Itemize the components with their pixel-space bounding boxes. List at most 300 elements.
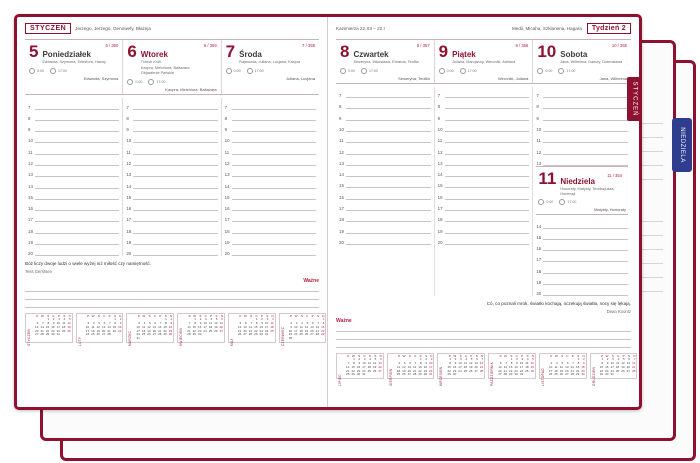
hour-row[interactable] xyxy=(28,132,119,143)
mini-calendar-day[interactable]: 3 xyxy=(459,357,462,362)
mini-calendar-day[interactable]: 2 xyxy=(454,357,457,362)
mini-calendar-day[interactable]: 23 xyxy=(356,368,361,373)
hour-write-line[interactable] xyxy=(543,231,628,240)
mini-calendar-day[interactable]: 18 xyxy=(299,328,303,333)
mini-calendar-day[interactable]: 14 xyxy=(479,361,484,366)
mini-calendar-day[interactable]: 28 xyxy=(315,332,320,337)
mini-calendar-day[interactable]: 2 xyxy=(119,317,122,322)
hour-write-line[interactable] xyxy=(543,253,628,262)
mini-calendar-day[interactable]: 30 xyxy=(198,332,202,337)
right-important-notes[interactable] xyxy=(336,318,631,348)
mini-calendar-day[interactable]: 22 xyxy=(599,368,604,373)
mini-calendar-day[interactable]: 18 xyxy=(62,324,66,329)
hour-row[interactable] xyxy=(339,211,431,222)
mini-calendar-day[interactable]: 6 xyxy=(103,321,106,326)
mini-calendar-day[interactable]: 3 xyxy=(205,317,207,322)
mini-calendar-day[interactable]: 30 xyxy=(423,372,428,377)
mini-calendar-day[interactable]: 28 xyxy=(570,372,574,377)
mini-calendar-day[interactable]: 12 xyxy=(621,361,625,366)
mini-calendar-day[interactable]: 2 xyxy=(358,357,361,362)
mini-calendar-day[interactable]: 22 xyxy=(351,368,355,373)
hour-row[interactable] xyxy=(126,234,217,245)
mini-calendar-day[interactable]: 28 xyxy=(40,332,44,337)
mini-calendar-day[interactable]: 6 xyxy=(476,357,478,362)
mini-calendar-day[interactable]: 4 xyxy=(92,321,95,326)
mini-calendar-day[interactable]: 17 xyxy=(294,328,298,333)
mini-calendar-day[interactable]: 23 xyxy=(168,328,173,333)
hour-row[interactable] xyxy=(126,155,217,166)
mini-calendar-day[interactable]: 30 xyxy=(452,372,457,377)
hour-row[interactable] xyxy=(28,110,119,121)
mini-calendar-day[interactable]: 22 xyxy=(418,368,422,373)
mini-calendar-day[interactable]: 21 xyxy=(158,328,162,333)
mini-calendar-day[interactable]: 19 xyxy=(621,364,625,369)
mini-calendar-day[interactable]: 30 xyxy=(51,332,55,337)
mini-calendar-day[interactable]: 6 xyxy=(245,321,247,326)
mini-calendar-day[interactable]: 7 xyxy=(188,321,191,326)
day-header-friday[interactable] xyxy=(434,40,533,83)
mini-calendar-day[interactable]: 12 xyxy=(402,364,406,369)
mini-calendar-day[interactable]: 29 xyxy=(509,372,513,377)
mini-calendar-day[interactable]: 28 xyxy=(107,332,111,337)
hour-write-line[interactable] xyxy=(232,202,316,211)
mini-calendar-day[interactable]: 16 xyxy=(423,364,428,369)
day-header-saturday[interactable] xyxy=(532,40,631,83)
hour-row[interactable] xyxy=(225,245,316,256)
mini-calendar-day[interactable]: 14 xyxy=(187,324,191,329)
hour-row[interactable] xyxy=(126,211,217,222)
mini-calendar-day[interactable]: 8 xyxy=(420,361,422,366)
hour-row[interactable] xyxy=(339,234,431,245)
mini-calendar-day[interactable]: 4 xyxy=(301,321,303,326)
hour-row[interactable] xyxy=(536,132,628,143)
mini-calendar-day[interactable]: 21 xyxy=(40,328,44,333)
mini-calendar-day[interactable]: 29 xyxy=(254,332,258,337)
mini-calendar-day[interactable]: 12 xyxy=(96,324,100,329)
hour-write-line[interactable] xyxy=(133,157,217,166)
hour-row[interactable] xyxy=(28,155,119,166)
hour-write-line[interactable] xyxy=(543,123,628,132)
mini-calendar-day[interactable]: 21 xyxy=(248,328,253,333)
mini-calendar-day[interactable]: 10 xyxy=(519,361,524,366)
mini-calendar-day[interactable]: 12 xyxy=(147,324,151,329)
hour-write-line[interactable] xyxy=(445,112,530,121)
mini-calendar-day[interactable]: 6 xyxy=(566,361,569,366)
mini-calendar-day[interactable]: 12 xyxy=(304,324,309,329)
mini-calendar-day[interactable]: 1 xyxy=(322,317,325,322)
hour-row[interactable] xyxy=(126,166,217,177)
mini-calendar-day[interactable]: 16 xyxy=(581,364,585,369)
hour-row[interactable] xyxy=(126,189,217,200)
mini-calendar-day[interactable]: 31 xyxy=(362,372,366,377)
hour-row[interactable] xyxy=(339,188,431,199)
mini-calendar-day[interactable]: 7 xyxy=(42,321,44,326)
mini-calendar-day[interactable]: 9 xyxy=(119,321,122,326)
hour-write-line[interactable] xyxy=(35,101,119,110)
hour-write-line[interactable] xyxy=(232,236,316,245)
hour-row[interactable] xyxy=(225,98,316,109)
mini-calendar-day[interactable]: 22 xyxy=(192,328,196,333)
hour-row[interactable] xyxy=(438,132,530,143)
mini-calendar-day[interactable]: 7 xyxy=(481,357,484,362)
mini-calendar-day[interactable]: 13 xyxy=(152,324,157,329)
mini-calendar-day[interactable]: 31 xyxy=(429,372,433,377)
hour-row[interactable] xyxy=(225,200,316,211)
mini-calendar-day[interactable]: 20 xyxy=(219,324,223,329)
mini-calendar-day[interactable]: 12 xyxy=(373,361,377,366)
mini-calendar-day[interactable]: 14 xyxy=(248,324,253,329)
mini-calendar-day[interactable]: 29 xyxy=(192,332,196,337)
hour-row[interactable] xyxy=(536,285,628,296)
mini-calendar-day[interactable]: 10 xyxy=(362,361,366,366)
hour-write-line[interactable] xyxy=(346,168,431,177)
mini-calendar-day[interactable]: 19 xyxy=(214,324,218,329)
mini-calendar-day[interactable]: 11 xyxy=(616,361,620,366)
mini-calendar-day[interactable]: 8 xyxy=(255,321,258,326)
mini-calendar-day[interactable]: 4 xyxy=(272,317,274,322)
mini-calendar-day[interactable]: 15 xyxy=(163,324,167,329)
mini-calendar-day[interactable]: 8 xyxy=(601,361,604,366)
mini-calendar-day[interactable]: 23 xyxy=(259,328,263,333)
hour-row[interactable] xyxy=(126,222,217,233)
right-hour-grid[interactable] xyxy=(336,87,631,297)
hour-row[interactable] xyxy=(438,222,530,233)
hour-write-line[interactable] xyxy=(445,213,530,222)
mini-calendar-day[interactable]: 27 xyxy=(310,332,314,337)
mini-calendar-day[interactable]: 5 xyxy=(622,357,625,362)
day-tab-niedziela[interactable] xyxy=(672,118,692,172)
mini-calendar-day[interactable]: 10 xyxy=(548,364,553,369)
mini-calendar-day[interactable]: 12 xyxy=(469,361,473,366)
mini-calendar-day[interactable]: 25 xyxy=(62,328,66,333)
mini-calendar-day[interactable]: 17 xyxy=(203,324,207,329)
mini-calendar-day[interactable]: 6 xyxy=(221,317,223,322)
mini-calendar-day[interactable]: 3 xyxy=(430,357,433,362)
mini-calendar-day[interactable]: 21 xyxy=(346,368,350,373)
mini-calendar-day[interactable]: 27 xyxy=(626,368,631,373)
hour-row[interactable] xyxy=(438,200,530,211)
mini-calendar-day[interactable]: 14 xyxy=(315,324,320,329)
mini-calendar-day[interactable]: 23 xyxy=(581,368,585,373)
hour-write-line[interactable] xyxy=(133,146,217,155)
mini-calendar-day[interactable]: 5 xyxy=(561,361,564,366)
mini-calendar-day[interactable]: 22 xyxy=(163,328,167,333)
mini-calendar-day[interactable]: 18 xyxy=(463,364,468,369)
mini-calendar-day[interactable]: 1 xyxy=(353,357,355,362)
hour-write-line[interactable] xyxy=(232,146,316,155)
hour-write-line[interactable] xyxy=(346,134,431,143)
mini-calendar-day[interactable]: 19 xyxy=(96,328,100,333)
mini-calendar-day[interactable]: 5 xyxy=(532,357,534,362)
hour-write-line[interactable] xyxy=(35,134,119,143)
mini-calendar-day[interactable]: 30 xyxy=(581,372,585,377)
mini-calendar-day[interactable]: 18 xyxy=(141,328,146,333)
hour-row[interactable] xyxy=(536,229,628,240)
hour-write-line[interactable] xyxy=(346,225,431,234)
mini-calendar-day[interactable]: 28 xyxy=(503,372,507,377)
hour-row[interactable] xyxy=(28,234,119,245)
hour-write-line[interactable] xyxy=(346,157,431,166)
hour-row[interactable] xyxy=(28,98,119,109)
mini-calendar-day[interactable]: 6 xyxy=(311,321,314,326)
hour-row[interactable] xyxy=(126,177,217,188)
hour-row[interactable] xyxy=(225,155,316,166)
mini-calendar-day[interactable]: 18 xyxy=(525,364,529,369)
hour-write-line[interactable] xyxy=(35,225,119,234)
mini-calendar[interactable] xyxy=(437,353,485,386)
mini-calendar-day[interactable]: 25 xyxy=(396,372,401,377)
mini-calendar-day[interactable]: 13 xyxy=(498,364,502,369)
mini-calendar-day[interactable]: 27 xyxy=(219,328,223,333)
mini-calendar-day[interactable]: 26 xyxy=(304,332,309,337)
mini-calendar[interactable] xyxy=(25,313,73,346)
hour-row[interactable] xyxy=(126,98,217,109)
mini-calendar-day[interactable]: 3 xyxy=(295,321,298,326)
mini-calendar-day[interactable]: 22 xyxy=(45,328,50,333)
mini-calendar-day[interactable]: 20 xyxy=(474,364,478,369)
mini-calendar-day[interactable]: 23 xyxy=(51,328,55,333)
mini-calendar-day[interactable]: 10 xyxy=(429,361,433,366)
hour-row[interactable] xyxy=(225,211,316,222)
hour-row[interactable] xyxy=(438,211,530,222)
hour-row[interactable] xyxy=(438,143,530,154)
mini-calendar-day[interactable]: 25 xyxy=(463,368,468,373)
left-important-notes[interactable] xyxy=(25,278,319,308)
mini-calendar-day[interactable]: 17 xyxy=(519,364,524,369)
mini-calendar-day[interactable]: 3 xyxy=(550,361,553,366)
mini-calendar-day[interactable]: 24 xyxy=(519,368,524,373)
mini-calendar[interactable] xyxy=(177,313,225,346)
hour-write-line[interactable] xyxy=(232,225,316,234)
hour-write-line[interactable] xyxy=(346,123,431,132)
mini-calendar-day[interactable]: 17 xyxy=(85,328,90,333)
mini-calendar-day[interactable]: 24 xyxy=(85,332,90,337)
mini-calendar-day[interactable]: 15 xyxy=(418,364,422,369)
mini-calendar-day[interactable]: 1 xyxy=(194,317,196,322)
hour-row[interactable] xyxy=(225,166,316,177)
mini-calendar[interactable] xyxy=(488,353,536,386)
hour-write-line[interactable] xyxy=(232,123,316,132)
hour-write-line[interactable] xyxy=(133,191,217,200)
mini-calendar-day[interactable]: 23 xyxy=(514,368,518,373)
mini-calendar-day[interactable]: 11 xyxy=(299,324,303,329)
mini-calendar-day[interactable]: 10 xyxy=(136,324,140,329)
mini-calendar-day[interactable]: 2 xyxy=(583,357,585,362)
mini-calendar-day[interactable]: 23 xyxy=(198,328,202,333)
mini-calendar-day[interactable]: 8 xyxy=(449,361,451,366)
mini-calendar-day[interactable]: 19 xyxy=(469,364,473,369)
mini-calendar-day[interactable]: 30 xyxy=(288,336,293,341)
hour-write-line[interactable] xyxy=(35,123,119,132)
mini-calendar-day[interactable]: 25 xyxy=(525,368,529,373)
mini-calendar-day[interactable]: 12 xyxy=(214,321,218,326)
mini-calendar-day[interactable]: 6 xyxy=(154,321,157,326)
mini-calendar-day[interactable]: 23 xyxy=(605,368,609,373)
hour-row[interactable] xyxy=(225,177,316,188)
mini-calendar-day[interactable]: 26 xyxy=(96,332,100,337)
mini-calendar-day[interactable]: 10 xyxy=(294,324,298,329)
mini-calendar-day[interactable]: 11 xyxy=(142,324,146,329)
mini-calendar-day[interactable]: 26 xyxy=(621,368,625,373)
mini-calendar-day[interactable]: 1 xyxy=(449,357,451,362)
mini-calendar-day[interactable]: 4 xyxy=(526,357,529,362)
mini-calendar-day[interactable]: 15 xyxy=(192,324,196,329)
hour-write-line[interactable] xyxy=(543,157,628,166)
hour-write-line[interactable] xyxy=(346,100,431,109)
hour-write-line[interactable] xyxy=(133,123,217,132)
mini-calendar-day[interactable]: 11 xyxy=(397,364,401,369)
mini-calendar-day[interactable]: 7 xyxy=(109,321,111,326)
mini-calendar-day[interactable]: 24 xyxy=(294,332,298,337)
mini-calendar-day[interactable]: 22 xyxy=(509,368,513,373)
mini-calendar-day[interactable]: 8 xyxy=(114,321,117,326)
hour-row[interactable] xyxy=(28,177,119,188)
mini-calendar-day[interactable]: 10 xyxy=(264,321,269,326)
mini-calendar-day[interactable]: 26 xyxy=(559,372,564,377)
mini-calendar-day[interactable]: 5 xyxy=(306,321,309,326)
mini-calendar-day[interactable]: 20 xyxy=(407,368,411,373)
mini-calendar-day[interactable]: 15 xyxy=(45,324,50,329)
mini-calendar-day[interactable]: 24 xyxy=(610,368,614,373)
hour-write-line[interactable] xyxy=(346,112,431,121)
mini-calendar-day[interactable]: 17 xyxy=(264,324,269,329)
hour-row[interactable] xyxy=(339,87,431,98)
mini-calendar-day[interactable]: 21 xyxy=(570,368,574,373)
hour-row[interactable] xyxy=(126,143,217,154)
mini-calendar-day[interactable]: 15 xyxy=(599,364,604,369)
mini-calendar-day[interactable]: 17 xyxy=(548,368,553,373)
mini-calendar-day[interactable]: 24 xyxy=(548,372,553,377)
mini-calendar-day[interactable]: 19 xyxy=(147,328,151,333)
hour-write-line[interactable] xyxy=(346,89,431,98)
mini-calendar-day[interactable]: 5 xyxy=(239,321,242,326)
hour-row[interactable] xyxy=(28,211,119,222)
mini-calendar-day[interactable]: 16 xyxy=(288,328,293,333)
mini-calendar-day[interactable]: 23 xyxy=(452,368,457,373)
mini-calendar-day[interactable]: 31 xyxy=(56,332,60,337)
mini-calendar-day[interactable]: 8 xyxy=(577,361,580,366)
mini-calendar-day[interactable]: 14 xyxy=(412,364,417,369)
hour-write-line[interactable] xyxy=(133,236,217,245)
mini-calendar-day[interactable]: 4 xyxy=(556,361,558,366)
mini-calendar-day[interactable]: 3 xyxy=(521,357,524,362)
hour-write-line[interactable] xyxy=(346,179,431,188)
hour-row[interactable] xyxy=(438,234,530,245)
hour-write-line[interactable] xyxy=(543,265,628,274)
mini-calendar-day[interactable]: 2 xyxy=(606,357,609,362)
mini-calendar-day[interactable]: 16 xyxy=(51,324,55,329)
mini-calendar-day[interactable]: 17 xyxy=(56,324,60,329)
mini-calendar-day[interactable]: 8 xyxy=(165,321,167,326)
mini-calendar-day[interactable]: 27 xyxy=(498,372,502,377)
mini-calendar-day[interactable]: 5 xyxy=(215,317,218,322)
mini-calendar-day[interactable]: 15 xyxy=(112,324,117,329)
mini-calendar-day[interactable]: 19 xyxy=(373,364,377,369)
mini-calendar-day[interactable]: 8 xyxy=(194,321,196,326)
hour-row[interactable] xyxy=(126,110,217,121)
mini-calendar-day[interactable]: 13 xyxy=(565,364,569,369)
hour-write-line[interactable] xyxy=(232,213,316,222)
day-header-tuesday[interactable] xyxy=(122,40,220,94)
hour-write-line[interactable] xyxy=(445,202,530,211)
mini-calendar-day[interactable]: 5 xyxy=(148,321,151,326)
mini-calendar-day[interactable]: 25 xyxy=(208,328,213,333)
hour-row[interactable] xyxy=(225,110,316,121)
mini-calendar-day[interactable]: 3 xyxy=(612,357,614,362)
hour-row[interactable] xyxy=(225,132,316,143)
hour-write-line[interactable] xyxy=(35,202,119,211)
mini-calendar-day[interactable]: 27 xyxy=(35,332,39,337)
mini-calendar-day[interactable]: 1 xyxy=(165,317,167,322)
mini-calendar-day[interactable]: 9 xyxy=(606,361,609,366)
hour-write-line[interactable] xyxy=(346,236,431,245)
hour-row[interactable] xyxy=(438,121,530,132)
mini-calendar-day[interactable]: 26 xyxy=(67,328,71,333)
hour-row[interactable] xyxy=(28,143,119,154)
mini-calendar-day[interactable]: 15 xyxy=(254,324,258,329)
mini-calendar-day[interactable]: 11 xyxy=(270,321,274,326)
hour-row[interactable] xyxy=(28,189,119,200)
hour-write-line[interactable] xyxy=(543,242,628,251)
mini-calendar-day[interactable]: 30 xyxy=(259,332,263,337)
mini-calendar-day[interactable]: 7 xyxy=(633,357,636,362)
mini-calendar[interactable] xyxy=(76,313,124,346)
mini-calendar-day[interactable]: 24 xyxy=(264,328,269,333)
hour-write-line[interactable] xyxy=(445,191,530,200)
mini-calendar-day[interactable]: 28 xyxy=(632,368,636,373)
mini-calendar-day[interactable]: 10 xyxy=(458,361,462,366)
mini-calendar-day[interactable]: 14 xyxy=(107,324,111,329)
mini-calendar-day[interactable]: 9 xyxy=(52,321,55,326)
hour-row[interactable] xyxy=(339,166,431,177)
mini-calendar-day[interactable]: 13 xyxy=(101,324,106,329)
hour-write-line[interactable] xyxy=(445,168,530,177)
mini-calendar-day[interactable]: 11 xyxy=(209,321,213,326)
right-mini-calendars[interactable] xyxy=(336,353,636,386)
mini-calendar-day[interactable]: 11 xyxy=(463,361,468,366)
hour-write-line[interactable] xyxy=(35,168,119,177)
left-mini-calendars[interactable] xyxy=(25,313,325,346)
mini-calendar-day[interactable]: 9 xyxy=(454,361,457,366)
hour-write-line[interactable] xyxy=(232,112,316,121)
hour-row[interactable] xyxy=(28,200,119,211)
mini-calendar-day[interactable]: 17 xyxy=(136,328,140,333)
mini-calendar-day[interactable]: 18 xyxy=(270,324,274,329)
mini-calendar-day[interactable]: 4 xyxy=(465,357,468,362)
mini-calendar-day[interactable]: 6 xyxy=(36,321,39,326)
mini-calendar-day[interactable]: 18 xyxy=(91,328,95,333)
mini-calendar-day[interactable]: 7 xyxy=(572,361,574,366)
hour-row[interactable] xyxy=(536,155,628,166)
mini-calendar-day[interactable]: 22 xyxy=(112,328,117,333)
spread-month-tab[interactable] xyxy=(627,77,642,121)
mini-calendar-day[interactable]: 22 xyxy=(321,328,325,333)
hour-write-line[interactable] xyxy=(133,225,217,234)
mini-calendar-day[interactable]: 11 xyxy=(367,361,371,366)
mini-calendar-day[interactable]: 19 xyxy=(402,368,406,373)
mini-calendar-day[interactable]: 10 xyxy=(610,361,614,366)
hour-write-line[interactable] xyxy=(346,202,431,211)
hour-row[interactable] xyxy=(126,200,217,211)
mini-calendar-day[interactable]: 31 xyxy=(136,336,140,341)
mini-calendar-day[interactable]: 27 xyxy=(565,372,569,377)
mini-calendar-day[interactable]: 9 xyxy=(358,361,361,366)
mini-calendar-day[interactable]: 25 xyxy=(299,332,303,337)
mini-calendar[interactable] xyxy=(590,353,638,386)
mini-calendar-day[interactable]: 28 xyxy=(248,332,253,337)
day-header-sunday[interactable] xyxy=(536,166,628,215)
mini-calendar-day[interactable]: 26 xyxy=(373,368,377,373)
